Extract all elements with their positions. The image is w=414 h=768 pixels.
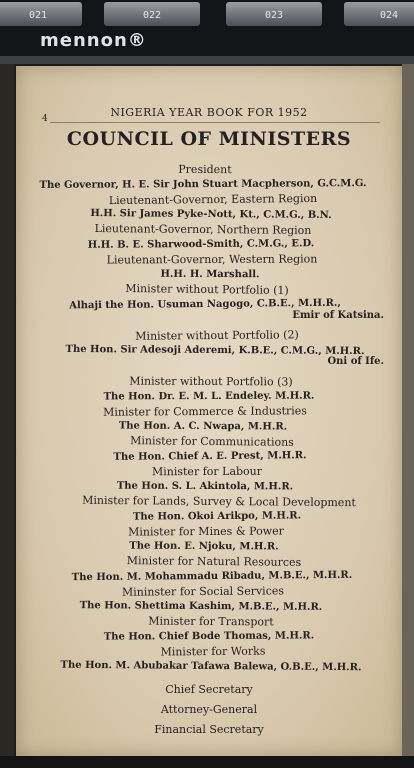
office-title: Minister for Commerce & Industries (103, 404, 307, 419)
frame-number: 021 (0, 2, 82, 26)
office-title: Minister without Portfolio (2) (135, 328, 299, 343)
office-holder: The Hon. Sir Adesoji Aderemi, K.B.E., C.M.G., M.H.R. (65, 343, 365, 358)
film-strip (0, 0, 414, 58)
office-title: Minister without Portfolio (1) (125, 282, 289, 297)
office-holder: The Hon. Chief A. E. Prest, M.H.R. (113, 450, 307, 463)
office-holder: The Hon. E. Njoku, M.H.R. (129, 540, 279, 553)
office-title: Minister for Mines & Power (128, 524, 284, 539)
holder-title: Emir of Katsina. (292, 310, 384, 321)
office-title: Lieutenant-Governor, Northern Region (94, 222, 312, 237)
frame-number: 024 (344, 2, 414, 26)
header-rule (50, 122, 380, 123)
scanner-bar (0, 56, 414, 64)
office-title: Minister without Portfolio (3) (129, 374, 293, 389)
office-holder: The Hon. M. Mohammadu Ribadu, M.B.E., M.H.R. (71, 569, 353, 584)
holder-title: Oni of Ife. (327, 356, 384, 367)
office-holder: The Governor, H. E. Sir John Stuart Macpherson, G.C.M.G. (39, 178, 367, 191)
running-head: NIGERIA YEAR BOOK FOR 1952 (110, 106, 308, 119)
page-number: 4 (42, 114, 48, 124)
office-title: President (178, 162, 232, 177)
bottom-edge (0, 756, 414, 768)
office-holder: The Hon. Shettima Kashim, M.B.E., M.H.R. (79, 600, 323, 613)
office-title: Minister for Lands, Survey & Local Development (82, 493, 356, 510)
frame-number: 022 (104, 2, 200, 26)
office-title: Minister for Works (160, 644, 266, 659)
brand-logo: mennon® (40, 30, 147, 51)
office-holder: The Hon. M. Abubakar Tafawa Balewa, O.B.E., M.H.R. (60, 659, 362, 674)
page-title: COUNCIL OF MINISTERS (66, 128, 352, 150)
office-holder: H.H. H. Marshall. (160, 268, 260, 281)
office-title: Chief Secretary (165, 683, 253, 696)
office-title: Minister for Natural Resources (126, 554, 302, 569)
office-holder: The Hon. A. C. Nwapa, M.H.R. (118, 420, 288, 433)
office-title: Attorney-General (160, 703, 258, 716)
book-page (16, 66, 402, 756)
office-holder: H.H. Sir James Pyke-Nott, Kt., C.M.G., B.N. (90, 207, 332, 222)
office-title: Minister for Transport (148, 614, 274, 629)
office-title: Minister for Communications (130, 434, 294, 449)
office-title: Financial Secretary (154, 723, 264, 736)
office-holder: The Hon. S. L. Akintola, M.H.R. (116, 480, 294, 493)
office-title: Lieutenant-Governor, Western Region (106, 252, 318, 267)
office-holder: Alhaji the Hon. Usuman Nagogo, C.B.E., M.H.R., (69, 297, 341, 312)
film-frames (0, 0, 414, 28)
office-title: Mininster for Social Services (121, 584, 285, 599)
office-holder: The Hon. Dr. E. M. L. Endeley. M.H.R. (103, 390, 315, 403)
ministers-list (16, 162, 402, 740)
office-holder: The Hon. Chief Bode Thomas, M.H.R. (103, 630, 315, 643)
office-title: Lieutenant-Governor, Eastern Region (108, 191, 318, 208)
frame-number: 023 (226, 2, 322, 26)
office-holder: The Hon. Okoi Arikpo, M.H.R. (132, 510, 302, 523)
office-holder: H.H. B. E. Sharwood-Smith, C.M.G., E.D. (87, 238, 315, 251)
office-title: Minister for Labour (151, 464, 263, 479)
